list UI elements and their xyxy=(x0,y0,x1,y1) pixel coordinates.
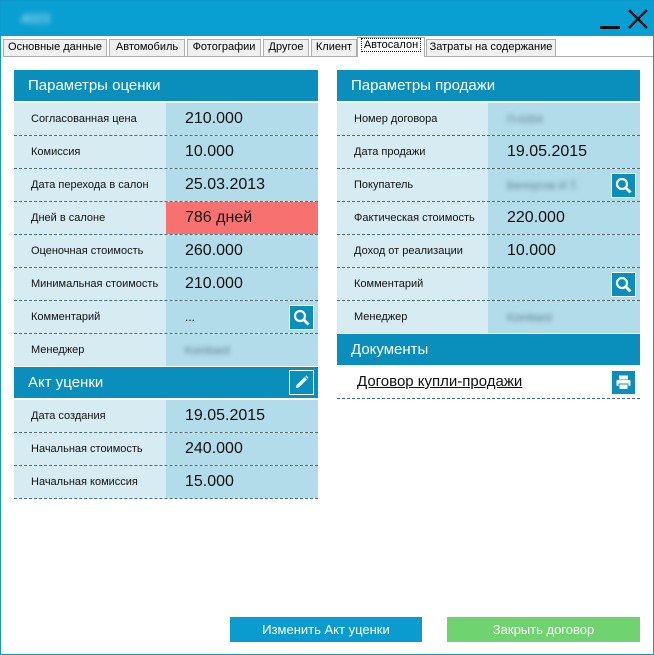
tab-photos[interactable]: Фотографии xyxy=(187,39,261,56)
row-sale-comment: Комментарий xyxy=(337,268,640,301)
row-commission: Комиссия 10.000 xyxy=(14,136,318,169)
row-sale-date: Дата продажи 19.05.2015 xyxy=(337,136,640,169)
search-icon xyxy=(293,309,310,326)
search-icon xyxy=(615,276,632,293)
edit-act-button[interactable] xyxy=(289,370,314,395)
row-minimum-value: Минимальная стоимость 210.000 xyxy=(14,268,318,301)
sale-comment-search-button[interactable] xyxy=(611,272,636,297)
tab-dealership[interactable]: Автосалон xyxy=(357,37,425,57)
row-agreed-price: Согласованная цена 210.000 xyxy=(14,103,318,136)
printer-icon xyxy=(615,374,632,391)
row-sale-manager: Менеджер Kombard xyxy=(337,301,640,334)
evaluation-panel xyxy=(14,70,318,500)
row-estimated-value: Оценочная стоимость 260.000 xyxy=(14,235,318,268)
tab-main-data[interactable]: Основные данные xyxy=(3,39,107,56)
minimize-button[interactable] xyxy=(598,7,622,31)
row-actual-price: Фактическая стоимость 220.000 xyxy=(337,202,640,235)
evaluation-header: Параметры оценки xyxy=(14,70,318,101)
close-icon xyxy=(626,7,650,31)
document-row xyxy=(337,366,640,399)
tab-maintenance-costs[interactable]: Затраты на содержание xyxy=(426,39,556,56)
sale-header: Параметры продажи xyxy=(337,70,640,101)
row-sale-income: Доход от реализации 10.000 xyxy=(337,235,640,268)
row-days-in-salon: Дней в салоне 786 дней xyxy=(14,202,318,235)
row-buyer: Покупатель Белоусов И.Т. xyxy=(337,169,640,202)
close-window-button[interactable] xyxy=(626,7,650,31)
window-title: 4023 xyxy=(21,11,50,26)
title-bar xyxy=(1,1,653,36)
documents-header: Документы xyxy=(337,334,640,365)
tab-strip xyxy=(3,38,653,57)
tab-other[interactable]: Другое xyxy=(263,39,309,56)
tab-client[interactable]: Клиент xyxy=(311,39,357,56)
search-icon xyxy=(615,177,632,194)
days-in-salon-badge: 786 дней xyxy=(166,202,318,234)
contract-document-link[interactable]: Договор купли-продажи xyxy=(357,373,523,390)
edit-act-bottom-button[interactable]: Изменить Акт уценки xyxy=(230,617,422,642)
pencil-icon xyxy=(293,374,310,391)
comment-search-button[interactable] xyxy=(289,305,314,330)
row-contract-number: Номер договора П-0354 xyxy=(337,103,640,136)
print-document-button[interactable] xyxy=(611,370,636,395)
row-initial-value: Начальная стоимость 240.000 xyxy=(14,433,318,466)
act-header: Акт уценки xyxy=(14,367,318,398)
row-manager: Менеджер Kombard xyxy=(14,334,318,367)
row-initial-commission: Начальная комиссия 15.000 xyxy=(14,466,318,499)
tab-car[interactable]: Автомобиль xyxy=(109,39,185,56)
row-comment: Комментарий ... xyxy=(14,301,318,334)
sale-panel xyxy=(337,70,640,403)
buyer-search-button[interactable] xyxy=(611,173,636,198)
row-transfer-date: Дата перехода в салон 25.03.2013 xyxy=(14,169,318,202)
close-contract-button[interactable]: Закрыть договор xyxy=(447,617,640,642)
row-creation-date: Дата создания 19.05.2015 xyxy=(14,400,318,433)
